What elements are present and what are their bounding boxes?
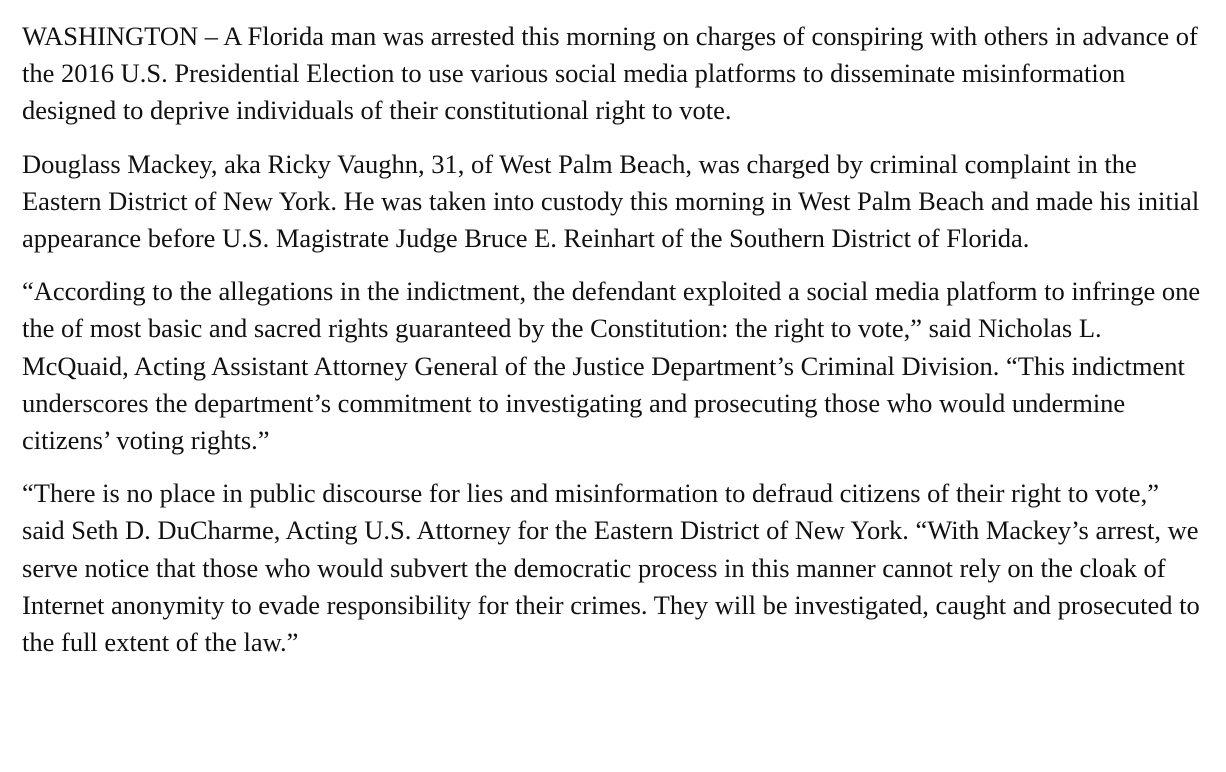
article-paragraph-4: “There is no place in public discourse for lies and misinformation to defraud citizens of their right to vote,” said Seth D. DuCharme, Acting U.S. Attorney for the Eastern District of New York. “With Mackey’s arrest, we serve notice that those who would subvert the democratic process in this manner cannot rely on the cloak of Internet anonymity to evade responsibility for their crimes. They will be investigated, caught and prosecuted to the full extent of the law.” bbox=[22, 478, 1200, 658]
article-paragraph-2: Douglass Mackey, aka Ricky Vaughn, 31, of West Palm Beach, was charged by criminal complaint in the Eastern District of New York. He was taken into custody this morning in West Palm Beach and made his initial appearance before U.S. Magistrate Judge Bruce E. Reinhart of the Southern District of Florida. bbox=[22, 148, 1200, 254]
article-paragraph-1: WASHINGTON – A Florida man was arrested this morning on charges of conspiring with others in advance of the 2016 U.S. Presidential Election to use various social media platforms to disseminate misinformation designed to deprive individuals of their constitutional right to vote. bbox=[22, 21, 1198, 126]
article-paragraph-3: “According to the allegations in the indictment, the defendant exploited a social media platform to infringe one the of most basic and sacred rights guaranteed by the Constitution: the right to vote,” said Nicholas L. McQuaid, Acting Assistant Attorney General of the Justice Department’s Criminal Division. “This indictment underscores the department’s commitment to investigating and prosecuting those who would undermine citizens’ voting rights.” bbox=[22, 276, 1201, 456]
